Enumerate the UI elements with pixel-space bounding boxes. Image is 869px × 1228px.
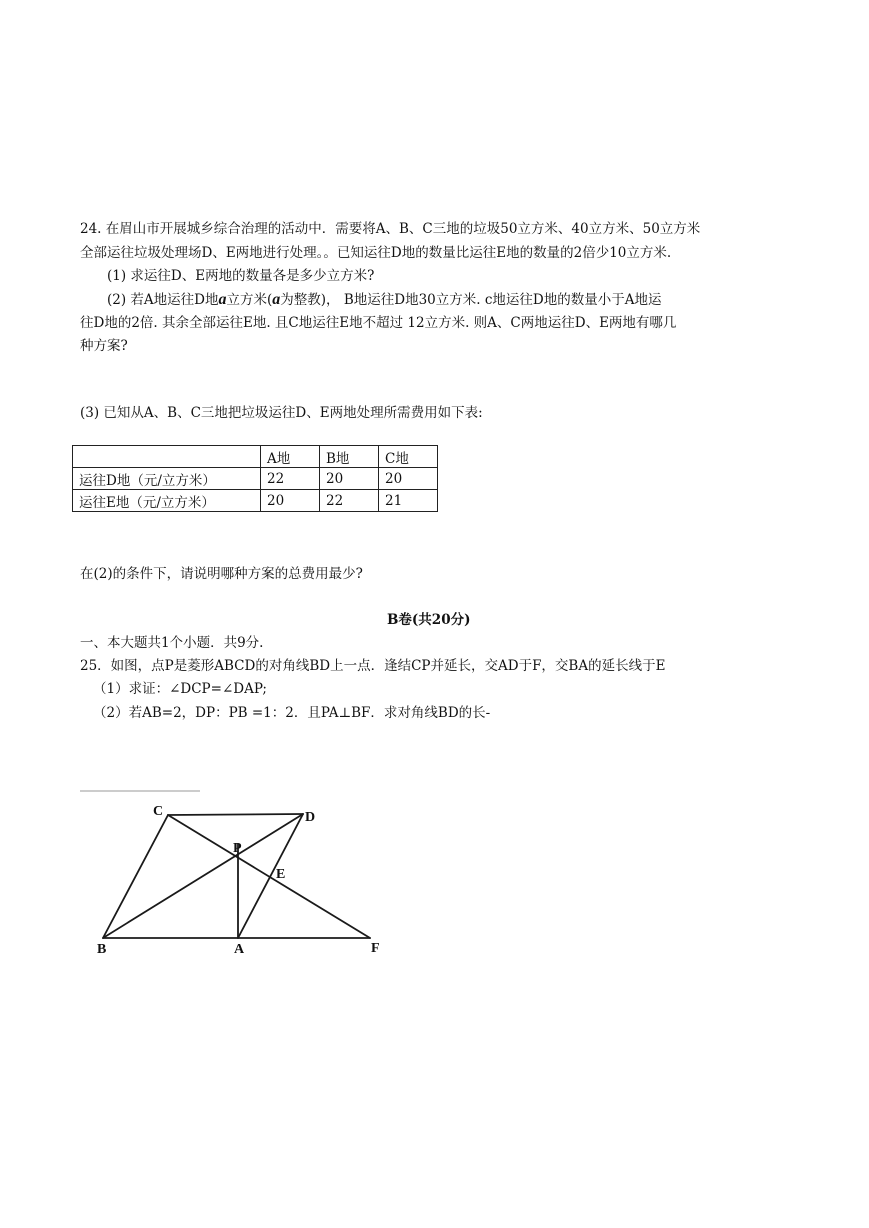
- table-cell: 运往D地（元/立方米）: [73, 468, 261, 490]
- diagonal-bd: [103, 814, 303, 938]
- table-cell: [73, 446, 261, 468]
- segment-da: [238, 814, 303, 938]
- q24-line2: 全部运往垃圾处理场D、E两地进行处理。。已知运往D地的数量比运往E地的数量的2倍少10立方米.: [80, 245, 672, 261]
- label-c: C: [153, 804, 164, 819]
- q24-part2-a: (2) 若A地运往D地: [107, 292, 219, 308]
- table-cell: A地: [261, 446, 320, 468]
- q24-line1: 24. 在眉山市开展城乡综合治理的活动中．需要将A、B、C三地的垃圾50立方米、40立方米、50立方米: [80, 221, 701, 237]
- q24-question: 在(2)的条件下，请说明哪种方案的总费用最少?: [80, 566, 363, 582]
- table-cell: 22: [320, 490, 379, 512]
- label-p: P: [233, 841, 242, 856]
- table-cell: 22: [261, 468, 320, 490]
- table-cell: C地: [379, 446, 438, 468]
- table-cell: 20: [261, 490, 320, 512]
- q25-part2: （2）若AB=2，DP：PB =1：2．且PA⊥BF．求对角线BD的长-: [93, 705, 491, 721]
- segment-cd: [168, 814, 303, 815]
- table-cell: 20: [320, 468, 379, 490]
- table-row: [73, 468, 438, 490]
- table-cell: B地: [320, 446, 379, 468]
- geometry-figure: [80, 782, 400, 962]
- q24-part2-b: 立方米(: [226, 292, 273, 308]
- q24-part2-line2: 往D地的2倍. 其余全部运往E地. 且C地运往E地不超过 12立方米. 则A、C两地运往D、E两地有哪几: [80, 315, 677, 331]
- table-header-row: [73, 446, 438, 468]
- section-b-intro: 一、本大题共1个小题．共9分.: [80, 635, 264, 651]
- cost-table: [72, 445, 438, 512]
- q24-part2-line3: 种方案?: [80, 338, 128, 354]
- q24-part1: (1) 求运往D、E两地的数量各是多少立方米?: [107, 268, 375, 284]
- table-cell: 20: [379, 468, 438, 490]
- q24-part2-c: 为整教)， B地运往D地30立方米. c地运往D地的数量小于A地运: [280, 292, 662, 308]
- table-row: [73, 490, 438, 512]
- label-f: F: [371, 941, 380, 956]
- label-b: B: [97, 942, 107, 957]
- section-b-title: B卷(共20分): [387, 612, 471, 628]
- label-e: E: [276, 867, 286, 882]
- label-a: A: [234, 942, 245, 957]
- segment-cb: [103, 815, 168, 938]
- variable-a: a: [272, 291, 281, 308]
- label-d: D: [305, 810, 316, 825]
- table-cell: 21: [379, 490, 438, 512]
- q24-part3: (3) 已知从A、B、C三地把垃圾运往D、E两地处理所需费用如下表:: [80, 405, 483, 421]
- q25-line1: 25．如图，点P是菱形ABCD的对角线BD上一点．逢结CP并延长，交AD于F，交BA的延长线于E: [80, 658, 666, 674]
- variable-a: a: [218, 291, 227, 308]
- table-cell: 运往E地（元/立方米）: [73, 490, 261, 512]
- q24-part2-line1: [107, 290, 661, 310]
- q25-part1: （1）求证：∠DCP=∠DAP;: [93, 681, 267, 697]
- segment-cf: [168, 815, 370, 938]
